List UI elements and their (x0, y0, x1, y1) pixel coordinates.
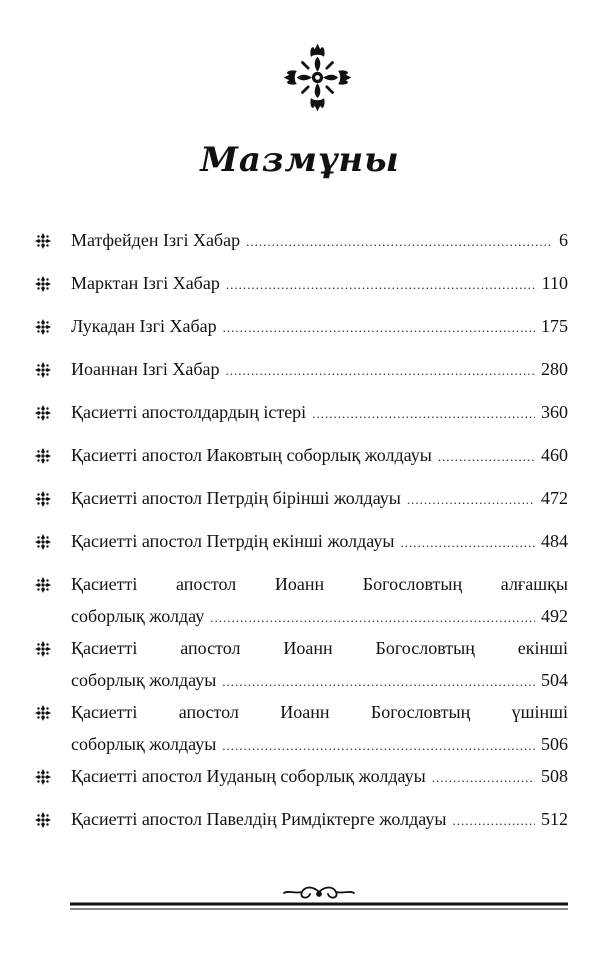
dot-leader (432, 766, 535, 790)
dot-leader (438, 445, 535, 469)
toc-page-number: 508 (541, 766, 568, 786)
toc-entry-title: Қасиетті апостол Иоанн Богословтың екінші (71, 638, 568, 658)
toc-page-number: 506 (541, 734, 568, 754)
cross-bullet-icon (34, 404, 52, 422)
toc-entry-title: Лукадан Ізгі Хабар (71, 316, 217, 336)
toc-page-number: 175 (541, 316, 568, 336)
toc-page-number: 472 (541, 488, 568, 508)
toc-entry-title: Қасиетті апостол Иуданың соборлық жолдауы (71, 766, 426, 786)
cross-bullet-icon (34, 811, 52, 829)
toc-page-number: 460 (541, 445, 568, 465)
toc-page-number: 110 (541, 273, 568, 293)
cross-bullet-icon (34, 490, 52, 508)
cross-bullet-icon (34, 232, 52, 250)
dot-leader (222, 734, 535, 758)
dot-leader (407, 488, 535, 512)
dot-leader (223, 316, 535, 340)
toc-page-number: 504 (541, 670, 568, 690)
dot-leader (246, 230, 553, 254)
toc-entry (34, 807, 568, 839)
dot-leader (452, 809, 535, 833)
cross-bullet-icon (34, 704, 52, 722)
toc-entry-title: Қасиетті апостол Иоанн Богословтың үшінші (71, 702, 568, 722)
dot-leader (226, 359, 536, 383)
toc-page-number: 280 (541, 359, 568, 379)
cross-bullet-icon (34, 275, 52, 293)
cross-bullet-icon (34, 640, 52, 658)
toc-entry (34, 228, 568, 260)
toc-entry (34, 271, 568, 303)
cross-bullet-icon (34, 576, 52, 594)
scroll-divider-ornament-icon (70, 884, 568, 912)
toc-entry (34, 529, 568, 561)
toc-page-number: 484 (541, 531, 568, 551)
dot-leader (312, 402, 535, 426)
cross-flower-ornament-icon (280, 40, 355, 115)
toc-entry-title: Қасиетті апостолдардың істері (71, 402, 307, 422)
dot-leader (400, 531, 535, 555)
toc-entry-title: Қасиетті апостол Петрдің бірінші жолдауы (71, 488, 401, 508)
cross-bullet-icon (34, 318, 52, 336)
toc-entry-title: соборлық жолдау (71, 606, 205, 626)
cross-bullet-icon (34, 447, 52, 465)
cross-bullet-icon (34, 533, 52, 551)
toc-entry (34, 443, 568, 475)
toc-entry (34, 357, 568, 389)
toc-entry-title: Қасиетті апостол Иаковтың соборлық жолдауы (71, 445, 432, 465)
toc-entry (34, 572, 568, 636)
toc-entry-title: Марктан Ізгі Хабар (71, 273, 220, 293)
cross-bullet-icon (34, 768, 52, 786)
cross-bullet-icon (34, 361, 52, 379)
toc-page-number: 512 (541, 809, 568, 829)
dot-leader (226, 273, 536, 297)
toc-entry (34, 400, 568, 432)
toc-page-number: 6 (559, 230, 568, 250)
toc-entry-title: соборлық жолдауы (71, 670, 217, 690)
toc-entry (34, 636, 568, 700)
toc-entry-title: Қасиетті апостол Иоанн Богословтың алғашқы (71, 574, 568, 594)
toc-entry (34, 700, 568, 764)
toc-entry-title: Қасиетті апостол Петрдің екінші жолдауы (71, 531, 395, 551)
toc-entry (34, 764, 568, 796)
toc-entry (34, 314, 568, 346)
toc-entry-title: Матфейден Ізгі Хабар (71, 230, 241, 250)
toc-page-number: 360 (541, 402, 568, 422)
dot-leader (222, 670, 535, 694)
toc-page-number: 492 (541, 606, 568, 626)
toc-entry-title: соборлық жолдауы (71, 734, 217, 754)
toc-entry-title: Қасиетті апостол Павелдің Римдіктерге жолдауы (71, 809, 447, 829)
toc-entry (34, 486, 568, 518)
dot-leader (210, 606, 535, 630)
toc-entry-title: Иоаннан Ізгі Хабар (71, 359, 220, 379)
page-title: Мазмұны (200, 140, 400, 180)
